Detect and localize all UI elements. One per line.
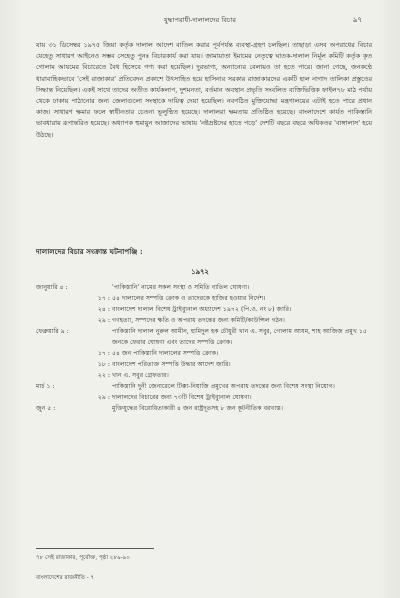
body-paragraph: যায় ৩১ ডিসেম্বর ১৯৭৫ জিয়া কর্তৃক দালাল আদেশ বাতিল করার পূর্বপর্যন্ত ব্যবস্থা-গ্রহণ চলছিল। তাছাড়া এসব অপরাধের বিচার যেহেতু সাধারণ আইনেও সম্ভব সেহেতু পুনঃ বিচারকার্য করা যায়। জামায়াতা ইমামের নেতৃত্বে ঘাতক-দালাল নির্মূল কমিটি কর্তৃক কৃত গোলাম আযমের বিচারেতে বৈধ হিসেবে গণ্য করা হয়েছিল। দুরভাগ্য, অন্যান্যের বেলায়ও তা হতে পারে। জানা গেছে, জনকণ্ঠে ধারাবাহিকভাবে 'সেই রাজাকার' প্রতিবেদন প্রকাশে উৎসাহিত হয়ে হাসিনার সরকার রাজাকারদের একটি হাল নাগাদ তালিকা প্রস্তুতের সিদ্ধান্ত নিয়েছিল। একই সাথে তাদের অতীত কার্যকলাপ, দুশমনতা, বর্তমান অবস্থান প্রভৃতি সংবলিত ব্যক্তিভিত্তিক ফাইল৭৮ মাঠ পর্যায় থেকে ঢাকায় পাঠানোর জন্য জেলাগুলো সংস্থাকে দায়িত্ব দেয়া হয়েছিল। নবগঠিত মুক্তিযোদ্ধা মন্ত্রণালয়ের এটাই হতে পারে প্রধান কাজ। সাধারণ ক্ষমার ফলে স্বাধীনতার চেতনা ভূলুণ্ঠিত হয়েছে। দালালরা ক্ষমতায় প্রতিষ্ঠিত হয়েছে। বাংলাদেশে কার্যত পাকিস্তানি ভাবধারায় রূপান্তরিত হয়েছে। অধ্যাপক হুমায়ুন আজাদের ভাষায় 'নষ্টভ্রষ্টদের হাতে পড়ে' দেশটি বছরে বছরে অধিকতর 'বাঙ্গালাস' হয়ে উঠছে।	[36, 41, 372, 139]
section-title: দালালদের বিচার সংক্রান্ত ঘটনাপঞ্জি :	[36, 247, 143, 256]
event-day: ১৮ :	[97, 361, 110, 368]
event-item	[36, 381, 374, 392]
event-text: বাংলাদেশ দালাল বিশেষ ট্রাইব্যুনাল অধ্যাদেশ ১৯৭২ (পি.ও. নং ৮) জারি।	[112, 306, 292, 313]
event-day: ২৯ :	[97, 317, 110, 324]
event-item	[36, 359, 374, 370]
event-text: মুক্তিযুদ্ধের বিরোধিতাকারী ৪ জন রাষ্ট্রদূতসহ ৮ জন কূটনীতিক বরখাস্ত।	[112, 405, 283, 412]
page-footer: বাংলাদেশের রাজনীতি - ৭	[36, 575, 95, 581]
event-day: ২৯ :	[97, 394, 110, 401]
event-item	[36, 326, 374, 348]
event-list	[36, 282, 374, 414]
event-text: খান এ. সবুর গ্রেফতার।	[112, 372, 169, 379]
event-text: 'পাকিস্তানি' নামের সকল সংস্থা ও সমিতি বাতিল ঘোষণা।	[112, 284, 250, 291]
event-item	[36, 293, 374, 304]
event-item	[36, 304, 374, 315]
event-month: জুন ৫ :	[36, 405, 56, 412]
year-heading: ১৯৭২	[191, 268, 209, 276]
event-item	[36, 282, 374, 293]
footnote: ৭৮ সেই রাজাকার, পূর্বোক্ত, পৃষ্ঠা ২৮৯-৯০	[36, 555, 130, 561]
event-day: ২৪ :	[97, 306, 110, 313]
event-item	[36, 392, 374, 403]
event-text: ৫৪ দালালের সম্পত্তি ক্রোক ও তাদেরকে হাজির হওয়ার নির্দেশ।	[112, 295, 266, 302]
event-item	[36, 315, 374, 326]
event-text: পাকিস্তানি দালাল নুরুল আমীন, হামিদুল হক চৌধুরী খান এ. সবুর, গোলাম আযম, শাহ আজিজ প্রমুখ ১৫ জনকে ফেরার ঘোষণা এবং তাদের সম্পত্তি ক্রোক।	[112, 328, 367, 346]
event-month: ফেব্রুয়ারি ৯ :	[36, 328, 69, 335]
event-text: দালালদের বিচারের জন্য ৭৩টি বিশেষ ট্রাইব্যুনাল ঘোষণা।	[112, 394, 252, 401]
footnote-divider	[36, 548, 154, 549]
event-day: ১৭ :	[97, 295, 110, 302]
event-text: বাংলাদেশ পরিত্যক্ত সম্পত্তি উদ্ধার আদেশ জারি।	[112, 361, 231, 368]
running-header: যুদ্ধাপরাধী-দালালদের বিচার	[164, 16, 236, 24]
event-month: জানুয়ারি ৪ :	[36, 284, 68, 291]
event-text: পাকিস্তানি দুনী জেনারেলে টিক্কা-নিয়াজি প্রমুখের অপরাধ তদন্তের জন্য বিশেষ সংস্থা নিয়োগ।	[112, 383, 335, 390]
event-text: ৫৪ জন পাকিস্তানি দালালের সম্পত্তি ক্রোক।	[112, 350, 219, 357]
event-day: ২২ :	[97, 372, 110, 379]
event-day: ১৭ :	[97, 350, 110, 357]
event-item	[36, 348, 374, 359]
page-number: ৯৭	[352, 16, 362, 24]
event-text: গণহত্যা, সম্পদের ক্ষতি ও অপরাধ তদন্তের জন্য কমিটি/কাউন্সিল গঠন।	[112, 317, 285, 324]
event-item	[36, 403, 374, 414]
event-month: মার্চ ১ :	[36, 383, 55, 390]
event-item	[36, 370, 374, 381]
